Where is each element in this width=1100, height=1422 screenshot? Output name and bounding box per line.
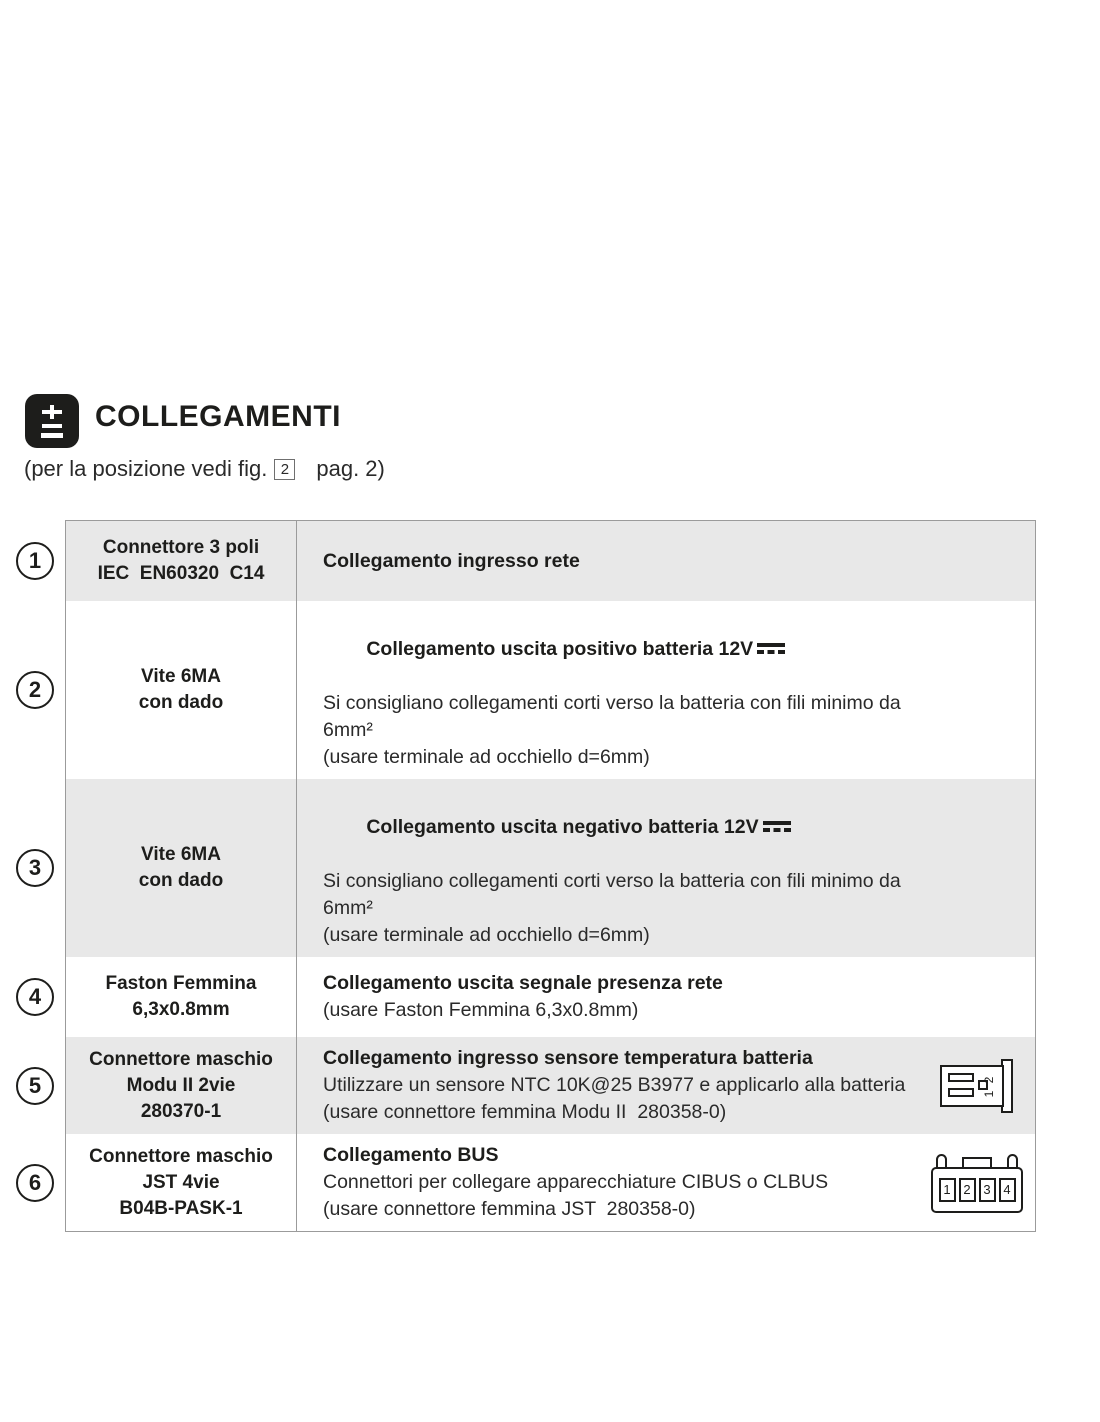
description-line: Si consigliano collegamenti corti verso la batteria con fili minimo da 6mm² bbox=[323, 692, 907, 741]
connector-name: 6,3x0.8mm bbox=[132, 999, 230, 1020]
description-cell bbox=[297, 601, 1035, 779]
connections-table bbox=[28, 520, 1036, 1232]
page-title: COLLEGAMENTI bbox=[95, 400, 341, 433]
description-line: (usare Faston Femmina 6,3x0.8mm) bbox=[323, 999, 639, 1021]
row-number: 1 bbox=[28, 548, 42, 573]
connector-name: IEC EN60320 C14 bbox=[97, 563, 265, 584]
table-row bbox=[28, 601, 1035, 779]
description-line: Utilizzare un sensore NTC 10K@25 B3977 e applicarlo alla batteria bbox=[323, 1074, 906, 1096]
row-number-badge bbox=[16, 542, 54, 580]
description-line: Connettori per collegare apparecchiature CIBUS o CLBUS bbox=[323, 1171, 829, 1193]
description-cell bbox=[297, 1134, 1035, 1231]
connector-cell bbox=[66, 601, 297, 779]
connector-name: Connettore maschio bbox=[89, 1048, 273, 1070]
row-number: 3 bbox=[28, 855, 42, 880]
pin-number: 4 bbox=[999, 1178, 1016, 1202]
connector-name: con dado bbox=[138, 692, 224, 713]
table-row bbox=[28, 779, 1035, 957]
table-row bbox=[28, 1134, 1035, 1231]
dc-current-icon bbox=[763, 821, 791, 832]
connector-name: Faston Femmina bbox=[105, 973, 257, 994]
row-number: 4 bbox=[28, 984, 42, 1009]
table-row bbox=[28, 521, 1035, 601]
dc-current-icon bbox=[757, 643, 785, 654]
connector-pin bbox=[948, 1073, 974, 1082]
connector-name: JST 4vie bbox=[142, 1171, 220, 1193]
connector-name: 280370-1 bbox=[140, 1100, 222, 1122]
row-number-badge bbox=[16, 978, 54, 1016]
connector-name: Modu II 2vie bbox=[126, 1074, 236, 1096]
pin-number: 2 bbox=[959, 1178, 976, 1202]
modu-connector-icon bbox=[940, 1059, 1014, 1113]
figure-reference-box: 2 bbox=[274, 459, 295, 480]
description-title: Collegamento ingresso rete bbox=[323, 549, 580, 572]
connector-cell bbox=[66, 1134, 297, 1231]
description-line: (usare connettore femmina Modu II 280358-0) bbox=[323, 1101, 727, 1123]
connector-name: Vite 6MA bbox=[141, 666, 221, 687]
row-number-badge bbox=[16, 1067, 54, 1105]
description-line: Si consigliano collegamenti corti verso la batteria con fili minimo da 6mm² bbox=[323, 870, 907, 919]
connector-name: Connettore 3 poli bbox=[102, 537, 260, 558]
jst-connector-icon bbox=[931, 1153, 1023, 1213]
row-number: 2 bbox=[28, 677, 42, 702]
description-cell bbox=[297, 957, 1035, 1037]
description-cell bbox=[297, 521, 1035, 601]
row-number: 6 bbox=[28, 1169, 42, 1195]
connector-name: Vite 6MA bbox=[141, 844, 221, 865]
row-number-badge bbox=[16, 1164, 54, 1202]
description-title: Collegamento uscita negativo batteria 12V bbox=[366, 816, 759, 838]
pin-number: 3 bbox=[979, 1178, 996, 1202]
description-line: (usare terminale ad occhiello d=6mm) bbox=[323, 746, 650, 768]
connector-cell bbox=[66, 957, 297, 1037]
pin-number: 1 bbox=[939, 1178, 956, 1202]
description-title: Collegamento BUS bbox=[323, 1144, 499, 1166]
ground-bar-icon bbox=[41, 433, 63, 438]
connector-name: Connettore maschio bbox=[89, 1145, 273, 1167]
subtitle bbox=[24, 456, 385, 482]
subtitle-prefix: (per la posizione vedi fig. bbox=[24, 456, 268, 481]
connector-cell bbox=[66, 521, 297, 601]
description-line: (usare connettore femmina JST 280358-0) bbox=[323, 1198, 696, 1220]
connector-name: con dado bbox=[138, 870, 224, 891]
connector-name: B04B-PASK-1 bbox=[119, 1197, 243, 1219]
connector-cell bbox=[66, 1037, 297, 1134]
table-row bbox=[28, 957, 1035, 1037]
row-number-badge bbox=[16, 849, 54, 887]
description-title: Collegamento ingresso sensore temperatura batteria bbox=[323, 1047, 813, 1069]
table-row bbox=[28, 1037, 1035, 1134]
connector-cell bbox=[66, 779, 297, 957]
minus-icon bbox=[42, 424, 62, 428]
row-number: 5 bbox=[28, 1072, 42, 1098]
description-cell bbox=[297, 779, 1035, 957]
plus-icon bbox=[42, 405, 62, 419]
battery-polarity-icon bbox=[25, 394, 79, 448]
description-cell bbox=[297, 1037, 1035, 1134]
description-title: Collegamento uscita segnale presenza rete bbox=[323, 972, 723, 994]
description-line: (usare terminale ad occhiello d=6mm) bbox=[323, 924, 650, 946]
subtitle-suffix: pag. 2) bbox=[316, 456, 385, 481]
pin-numbers: 1 2 bbox=[981, 1074, 996, 1097]
description-title: Collegamento uscita positivo batteria 12V bbox=[366, 638, 754, 660]
connector-pin bbox=[948, 1088, 974, 1097]
row-number-badge bbox=[16, 671, 54, 709]
